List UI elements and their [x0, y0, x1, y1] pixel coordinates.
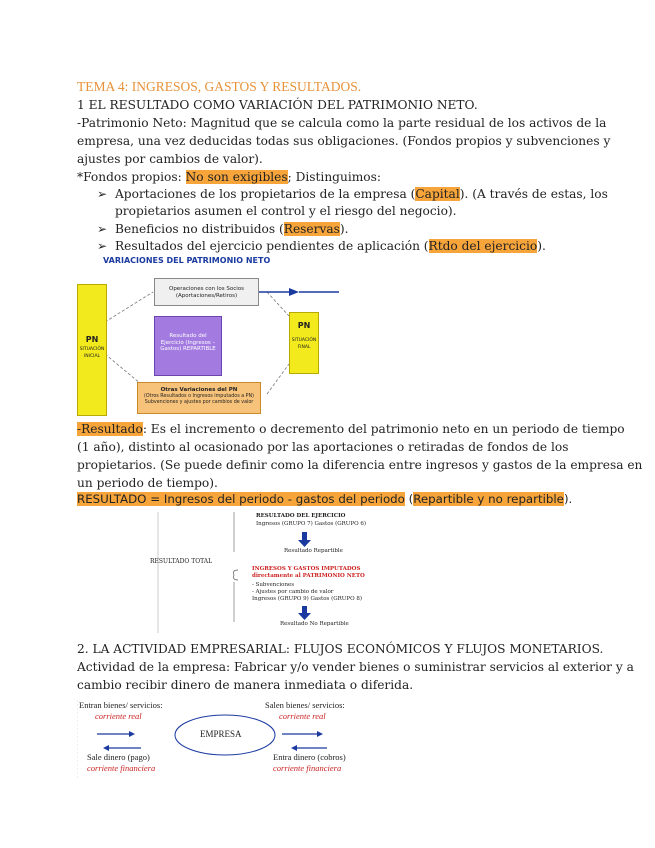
pn-definition-line: -Patrimonio Neto: Magnitud que se calcula como la parte residual de los activos de la: [77, 116, 607, 130]
actividad-line: cambio recibir dinero de manera inmediata o diferida.: [77, 678, 414, 692]
resultado-def-line: un periodo de tiempo).: [77, 476, 218, 490]
arrow-bullet-icon: ➢: [97, 239, 108, 253]
bullet-post: ).: [537, 239, 546, 253]
bullet-item: [97, 186, 608, 203]
imputados-title: INGRESOS Y GASTOS IMPUTADOS: [252, 566, 361, 572]
pn-initial-sub: SITUACIÓN INICIAL: [79, 347, 105, 359]
formula-mid: (: [404, 492, 414, 506]
pn-initial-box: [77, 284, 107, 416]
formula-highlight: RESULTADO = Ingresos del periodo - gastos del periodo: [77, 492, 405, 506]
resultado-box: Resultado del Ejercicio (Ingresos – Gastos) REPARTIBLE: [154, 316, 222, 376]
formula-post: ).: [563, 492, 573, 506]
entran-label: Entran bienes/ servicios:: [79, 700, 163, 710]
fondos-post: ; Distinguimos:: [287, 170, 381, 184]
fondos-pre: *Fondos propios:: [77, 170, 186, 184]
sale-dinero-label: Sale dinero (pago): [87, 752, 150, 762]
entra-dinero-label: Entra dinero (cobros): [273, 752, 346, 762]
pn-initial-label: PN: [85, 335, 99, 344]
section-1-heading: 1 EL RESULTADO COMO VARIACIÓN DEL PATRIMONIO NETO.: [77, 98, 478, 112]
otras-title: Otras Variaciones del PN: [160, 387, 238, 393]
imputados-result: Resultado No Repartible: [280, 621, 349, 627]
imputados-item: - Subvenciones: [252, 582, 295, 588]
fondos-propios-line: [77, 169, 381, 186]
resultado-highlight: -Resultado: [77, 422, 143, 436]
resultado-def-line: (1 año), distinto al ocasionado por las aportaciones o retiradas de fondos de los: [77, 440, 569, 454]
bullet-continuation: propietarios asumen el control y el riesgo del negocio).: [115, 204, 457, 218]
otras-sub: (Otros Resultados o Ingresos imputados a PN) Subvenciones y ajustes por cambios de valor: [143, 393, 255, 405]
arrow-bullet-icon: ➢: [97, 222, 108, 236]
pn-definition-line: ajustes por cambios de valor).: [77, 152, 263, 166]
section-2-heading: 2. LA ACTIVIDAD EMPRESARIAL: FLUJOS ECONÓMICOS Y FLUJOS MONETARIOS.: [77, 642, 604, 656]
bullet-highlight: Capital: [415, 187, 460, 201]
flujos-diagram: [77, 700, 367, 778]
resultado-def-line: [77, 421, 625, 438]
pn-final-label: PN: [297, 321, 311, 330]
formula-highlight: Repartible y no repartible: [413, 492, 564, 506]
bullet-pre: Aportaciones de los propietarios de la empresa (: [115, 187, 416, 201]
page-title: TEMA 4: INGRESOS, GASTOS Y RESULTADOS.: [77, 79, 362, 94]
salen-label: Salen bienes/ servicios:: [265, 700, 345, 710]
resultado-total-label: RESULTADO TOTAL: [150, 558, 213, 565]
fondos-highlight: No son exigibles: [185, 170, 288, 184]
corriente-real-label: corriente real: [279, 711, 326, 721]
resultado-def-text: : Es el incremento o decremento del patrimonio neto en un periodo de tiempo: [142, 422, 625, 436]
resultado-formula: [77, 491, 572, 508]
resultado-def-line: propietarios. (Se puede definir como la diferencia entre ingresos y gastos de la empresa en: [77, 458, 643, 472]
imputados-item: Ingresos (GRUPO 9) Gastos (GRUPO 8): [252, 596, 362, 602]
bullet-post: ).: [339, 222, 349, 236]
imputados-title: directamente al PATRIMONIO NETO: [252, 573, 365, 579]
pn-final-sub: SITUACIÓN FINAL: [291, 338, 317, 350]
pn-definition-line: empresa, una vez deducidas todas sus obligaciones. (Fondos propios y subvenciones y: [77, 134, 611, 148]
resultado-total-diagram: [148, 510, 388, 635]
arrow-bullet-icon: ➢: [97, 187, 108, 201]
diagram-title: VARIACIONES DEL PATRIMONIO NETO: [103, 256, 271, 265]
bullet-item: [97, 221, 349, 238]
empresa-label: EMPRESA: [200, 729, 242, 739]
pn-final-box: [289, 312, 319, 374]
imputados-item: - Ajustes por cambio de valor: [252, 589, 334, 595]
bullet-pre: Beneficios no distribuidos (: [115, 222, 284, 236]
corriente-financiera-label: corriente financiera: [87, 763, 156, 773]
bullet-highlight: Rtdo del ejercicio: [428, 239, 538, 253]
otras-variaciones-box: [137, 382, 261, 414]
pn-variations-diagram: [77, 254, 341, 416]
bullet-post: ). (A través de estas, los: [459, 187, 608, 201]
ejercicio-sub: Ingresos (GRUPO 7) Gastos (GRUPO 6): [256, 521, 366, 527]
ejercicio-result: Resultado Repartible: [284, 548, 343, 554]
bullet-item: [97, 238, 546, 255]
ejercicio-title: RESULTADO DEL EJERCICIO: [256, 513, 346, 519]
corriente-financiera-label: corriente financiera: [273, 763, 342, 773]
bullet-pre: Resultados del ejercicio pendientes de aplicación (: [115, 239, 429, 253]
ops-socios-box: Operaciones con los Socios (Aportaciones/Retiros): [154, 278, 259, 306]
actividad-line: Actividad de la empresa: Fabricar y/o vender bienes o suministrar servicios al exterior y a: [77, 660, 634, 674]
corriente-real-label: corriente real: [95, 711, 142, 721]
bullet-highlight: Reservas: [283, 222, 340, 236]
